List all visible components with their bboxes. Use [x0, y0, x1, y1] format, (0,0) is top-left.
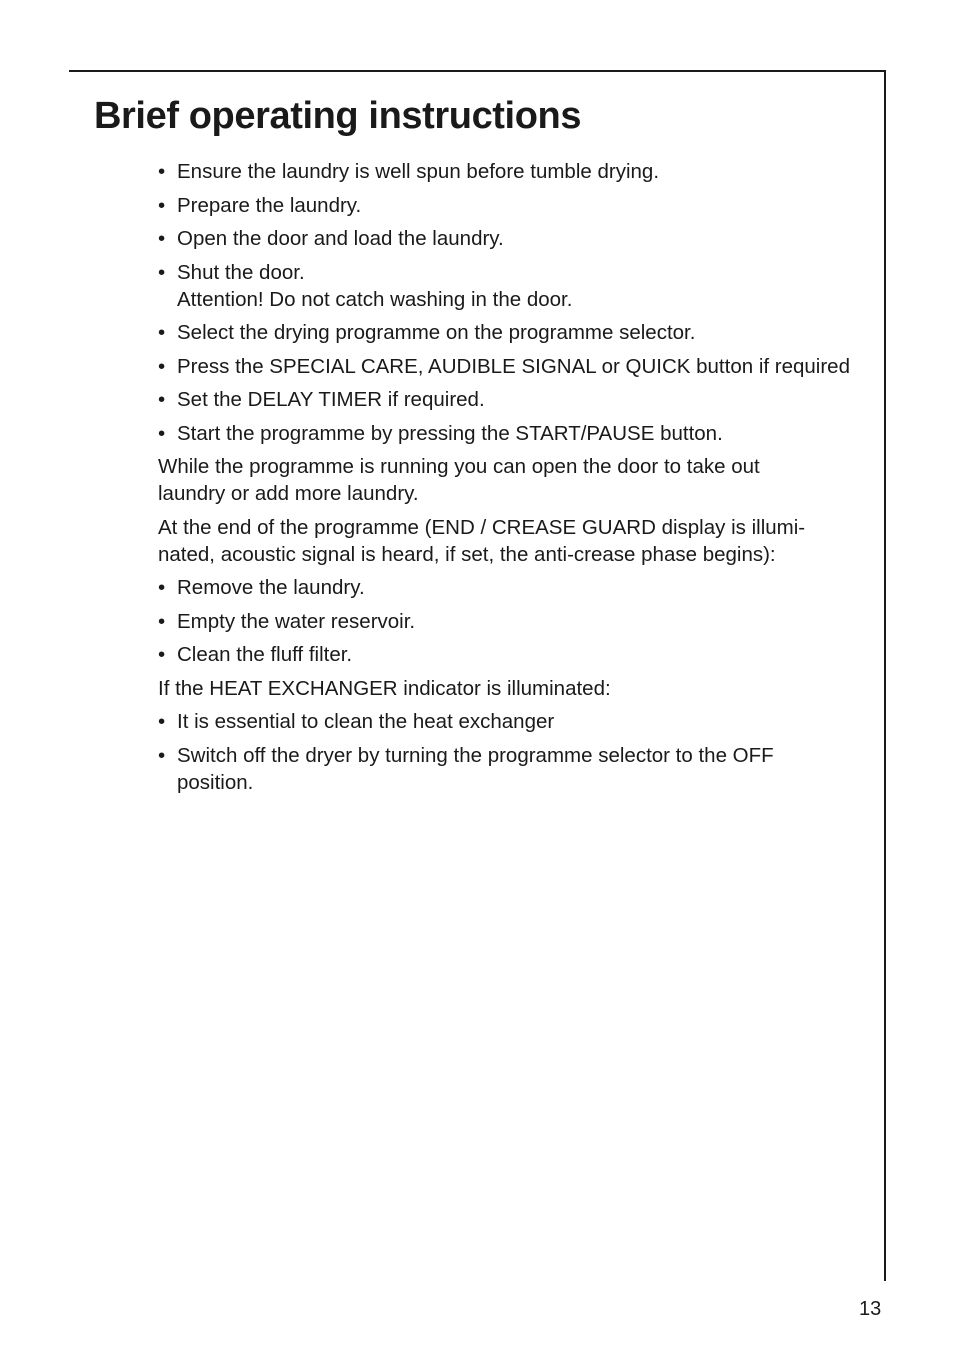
bullet-marker: • — [158, 193, 166, 217]
instructions-list — [158, 158, 868, 802]
text-line: Remove the laundry. — [177, 576, 365, 599]
text-line: Ensure the laundry is well spun before tumble drying. — [177, 160, 660, 183]
bullet-item — [158, 386, 868, 413]
text-line: Select the drying programme on the programme selector. — [177, 321, 696, 344]
text-line: Prepare the laundry. — [177, 193, 362, 217]
bullet-item — [158, 708, 868, 735]
bullet-item — [158, 319, 868, 346]
text-line: At the end of the programme (END / CREASE GUARD display is illumi- — [158, 515, 806, 539]
paragraph — [158, 675, 868, 702]
right-margin-rule — [884, 70, 886, 1281]
text-line: Switch off the dryer by turning the programme selector to the OFF — [177, 743, 774, 767]
bullet-item — [158, 641, 868, 668]
bullet-item — [158, 574, 868, 601]
bullet-marker: • — [158, 321, 166, 344]
text-line: Open the door and load the laundry. — [177, 227, 504, 250]
bullet-item — [158, 742, 868, 796]
bullet-item — [158, 192, 868, 219]
text-line: Empty the water reservoir. — [177, 609, 416, 633]
text-line: position. — [177, 770, 254, 794]
text-line: Clean the fluff filter. — [177, 643, 353, 666]
bullet-item — [158, 608, 868, 635]
text-line: Press the SPECIAL CARE, AUDIBLE SIGNAL or QUICK button if required — [177, 354, 850, 378]
bullet-marker: • — [158, 710, 166, 733]
bullet-item — [158, 158, 868, 185]
text-line: If the HEAT EXCHANGER indicator is illuminated: — [158, 676, 611, 700]
bullet-marker: • — [158, 576, 166, 599]
text-line: Set the DELAY TIMER if required. — [177, 388, 485, 411]
bullet-marker: • — [158, 260, 166, 284]
bullet-marker: • — [158, 354, 166, 378]
text-line: nated, acoustic signal is heard, if set, the anti-crease phase begins): — [158, 542, 776, 566]
bullet-marker: • — [158, 421, 166, 445]
bullet-marker: • — [158, 743, 166, 767]
bullet-item — [158, 420, 868, 447]
paragraph — [158, 514, 868, 568]
text-line: It is essential to clean the heat exchanger — [177, 710, 555, 733]
bullet-item — [158, 225, 868, 252]
bullet-marker: • — [158, 643, 166, 666]
text-line: Start the programme by pressing the START/PAUSE button. — [177, 421, 723, 445]
bullet-item — [158, 259, 868, 313]
bullet-marker: • — [158, 160, 166, 183]
text-line: laundry or add more laundry. — [158, 482, 419, 505]
page-title: Brief operating instructions — [94, 95, 582, 137]
bullet-marker: • — [158, 388, 166, 411]
top-rule — [69, 70, 886, 72]
text-line: Shut the door. — [177, 260, 305, 284]
bullet-marker: • — [158, 227, 166, 250]
paragraph — [158, 453, 868, 507]
page-number: 13 — [859, 1298, 882, 1320]
text-line: While the programme is running you can open the door to take out — [158, 455, 760, 478]
bullet-marker: • — [158, 609, 166, 633]
text-line: Attention! Do not catch washing in the door. — [177, 287, 573, 311]
bullet-item — [158, 353, 868, 380]
